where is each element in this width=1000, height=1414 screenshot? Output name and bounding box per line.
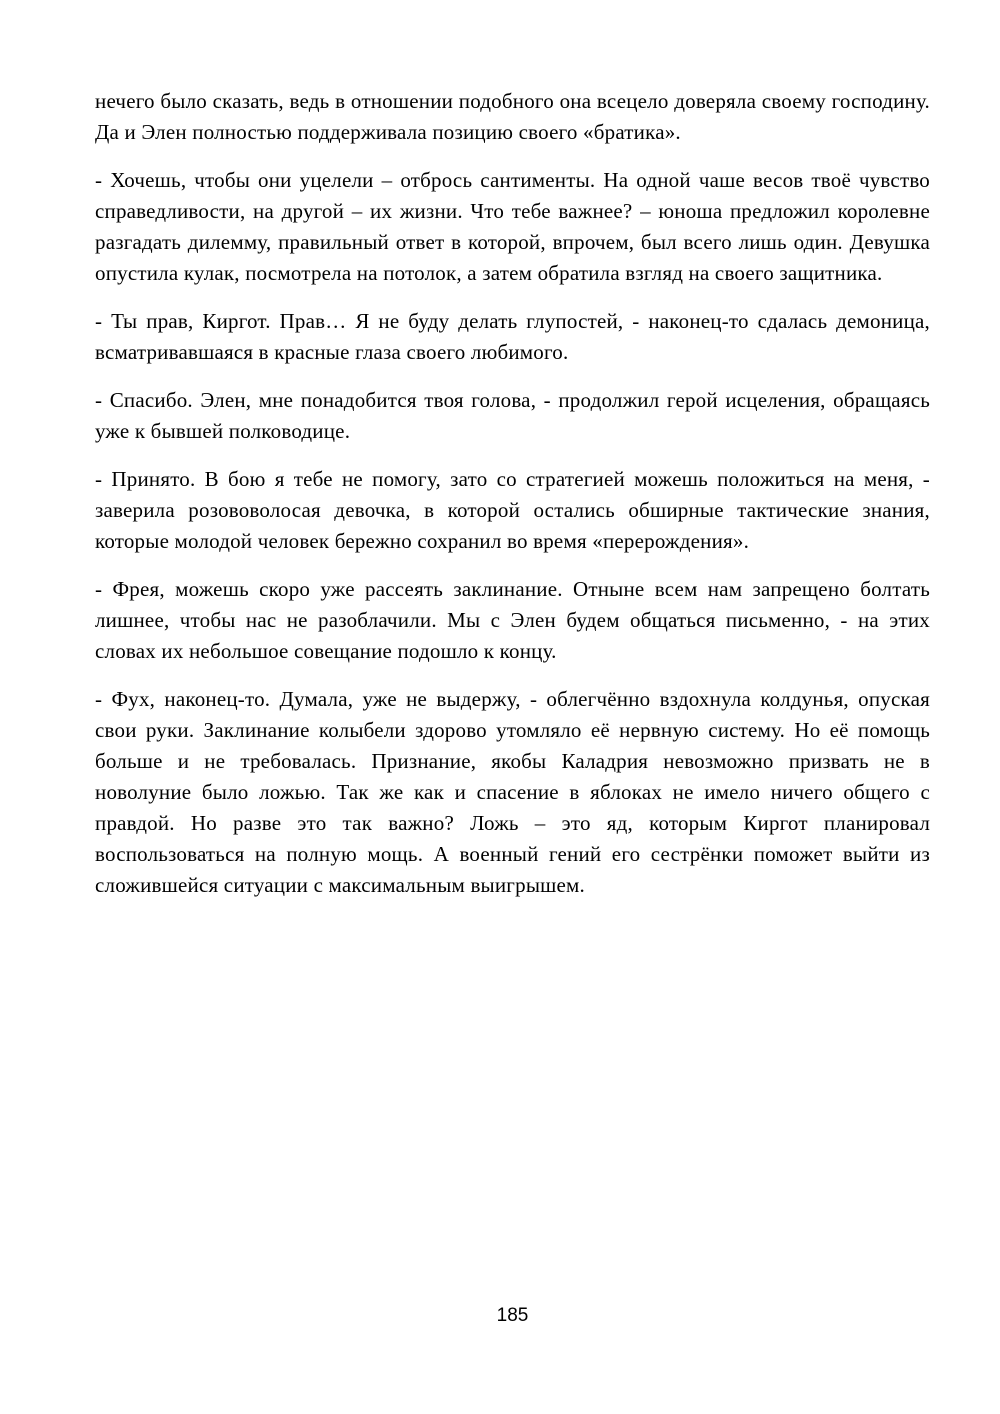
paragraph: - Хочешь, чтобы они уцелели – отбрось сантименты. На одной чаше весов твоё чувство справедливости, на другой – их жизни. Что тебе важнее? – юноша предложил королевне разгадать дилемму, правильный ответ в которой, впрочем, был всего лишь один. Девушка опустила кулак, посмотрела на потолок, а затем обратила взгляд на своего защитника. [95, 168, 930, 285]
paragraph: - Ты прав, Киргот. Прав… Я не буду делать глупостей, - наконец-то сдалась демоница, всматривавшаяся в красные глаза своего любимого. [95, 309, 930, 364]
paragraph: - Фрея, можешь скоро уже рассеять заклинание. Отныне всем нам запрещено болтать лишнее, чтобы нас не разоблачили. Мы с Элен будем общаться письменно, - на этих словах их небольшое совещание подошло к концу. [95, 577, 930, 663]
body-text [95, 86, 930, 918]
paragraph: - Принято. В бою я тебе не помогу, зато со стратегией можешь положиться на меня, - заверила розововолосая девочка, в которой остались обширные тактические знания, которые молодой человек бережно сохранил во время «перерождения». [95, 467, 930, 553]
paragraph: нечего было сказать, ведь в отношении подобного она всецело доверяла своему господину. Да и Элен полностью поддерживала позицию своего «братика». [95, 89, 930, 144]
page-number: 185 [496, 1305, 529, 1326]
paragraph: - Фух, наконец-то. Думала, уже не выдержу, - облегчённо вздохнула колдунья, опуская свои руки. Заклинание колыбели здорово утомляло её нервную систему. Но её помощь больше и не требовалась. Признание, якобы Каладрия невозможно призвать не в новолуние было ложью. Так же как и спасение в яблоках не имело ничего общего с правдой. Но разве это так важно? Ложь – это яд, которым Киргот планировал воспользоваться на полную мощь. А военный гений его сестрёнки поможет выйти из сложившейся ситуации с максимальным выигрышем. [95, 687, 930, 897]
paragraph: - Спасибо. Элен, мне понадобится твоя голова, - продолжил герой исцеления, обращаясь уже к бывшей полководице. [95, 388, 930, 443]
